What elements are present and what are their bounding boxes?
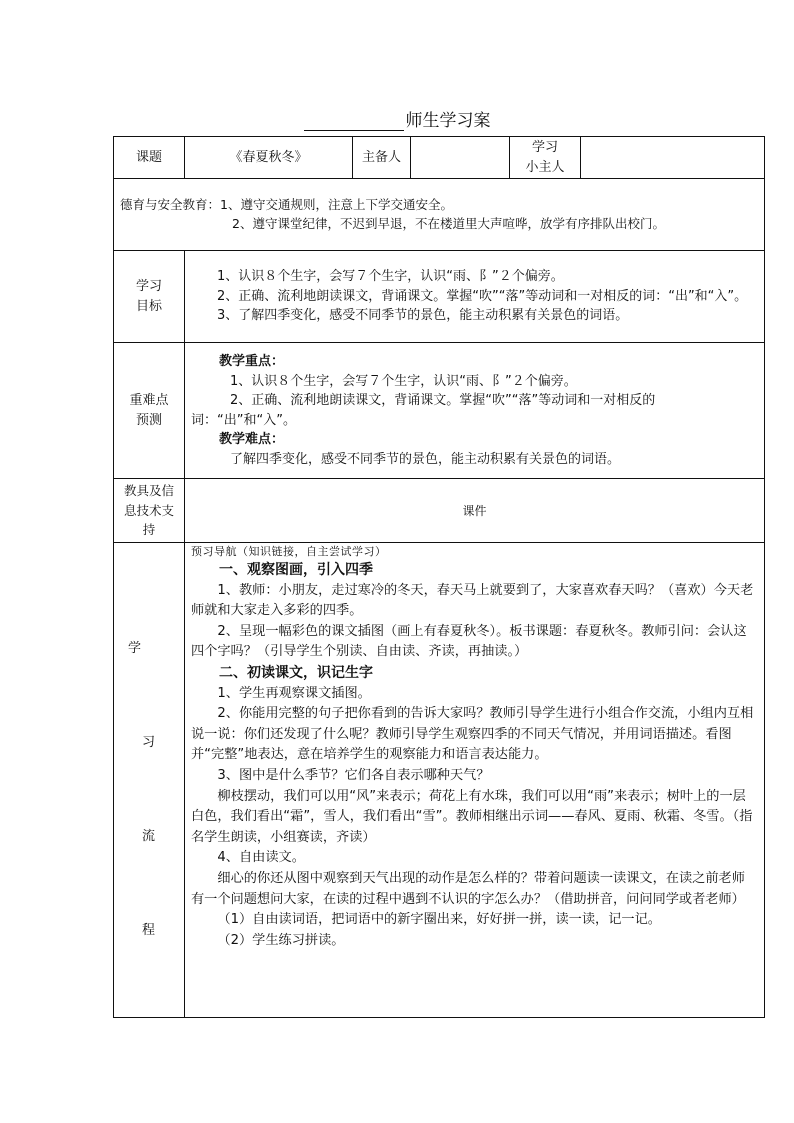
goals-cell [185, 251, 765, 343]
key-label [114, 343, 185, 479]
tools-row [114, 479, 765, 543]
key-heading: 教学重点： [219, 354, 285, 369]
flow-paragraph: 2、你能用完整的句子把你看到的告诉大家吗？教师引导学生进行小组合作交流，小组内互相说一说：你们还发现了什么呢？教师引导学生观察四季的不同天气情况，并用词语描述。看图并“完整”地表达，意在培养学生的观察能力和语言表达能力。 [191, 706, 754, 763]
tools-label-line2: 息技术支 [123, 502, 174, 518]
tools-label-line3: 持 [142, 522, 156, 538]
section-heading: 一、观察图画，引入四季 [219, 562, 373, 578]
preview-nav: 预习导航（知识链接，自主尝试学习） [191, 545, 387, 558]
flow-paragraph: 1、学生再观察课文插图。 [217, 685, 371, 701]
goals-label-line2: 目标 [135, 298, 162, 314]
flow-label-char: 学 [128, 641, 142, 656]
key-item: 1、认识８个生字，会写７个生字，认识“雨、阝”２个偏旁。 [230, 373, 577, 389]
tools-label [114, 479, 185, 543]
flow-paragraph: （2）学生练习拼读。 [217, 932, 345, 948]
flow-row [114, 543, 765, 1018]
host-value [581, 137, 765, 179]
host-label-line1: 学习 [532, 140, 559, 155]
topic-value: 《春夏秋冬》 [185, 137, 353, 179]
flow-cell [185, 543, 765, 1018]
flow-paragraph: 柳枝摆动，我们可以用“风”来表示；荷花上有水珠，我们可以用“雨”来表示；树叶上的一层白色，我们看出“霜”，雪人，我们看出“雪”。教师相继出示词——春风、夏雨、秋霜、冬雪。（指名学生朗读，小组赛读，齐读） [191, 788, 753, 845]
flow-label-char: 程 [142, 923, 156, 938]
moral-cell [114, 179, 765, 251]
flow-label [114, 543, 185, 1018]
tools-value: 课件 [185, 479, 765, 543]
difficulty-item: 了解四季变化，感受不同季节的景色，能主动积累有关景色的词语。 [230, 451, 621, 467]
key-cell [185, 343, 765, 479]
goal-item: 3、了解四季变化，感受不同季节的景色，能主动积累有关景色的词语。 [217, 308, 629, 324]
lesson-plan-table [113, 136, 765, 1018]
flow-paragraph: 1、教师：小朋友，走过寒冷的冬天，春天马上就要到了，大家喜欢春天吗？（喜欢）今天老师就和大家走入多彩的四季。 [191, 582, 754, 619]
goals-row [114, 251, 765, 343]
tools-label-line1: 教具及信 [123, 483, 174, 499]
header-row [114, 137, 765, 179]
flow-paragraph: 细心的你还从图中观察到天气出现的动作是怎么样的？带着问题读一读课文，在读之前老师有一个问题想问大家，在读的过程中遇到不认识的字怎么办？（借助拼音，问问同学或者老师） [191, 870, 745, 907]
page-title [0, 106, 794, 131]
key-row [114, 343, 765, 479]
flow-label-char: 流 [142, 829, 156, 844]
flow-paragraph: 3、图中是什么季节？它们各自表示哪种天气？ [217, 767, 490, 783]
key-label-line2: 预测 [135, 412, 162, 428]
moral-line1: 德育与安全教育：1、遵守交通规则，注意上下学交通安全。 [120, 196, 453, 212]
goals-label [114, 251, 185, 343]
flow-paragraph: 4、自由读文。 [217, 850, 305, 866]
moral-row [114, 179, 765, 251]
goals-label-line1: 学习 [135, 279, 162, 294]
title-blank-line [304, 112, 404, 131]
flow-label-char: 习 [142, 735, 156, 750]
flow-paragraph: （1）自由读词语，把词语中的新字圈出来，好好拼一拼，读一读，记一记。 [217, 912, 661, 928]
difficulty-heading: 教学难点： [219, 432, 285, 447]
preparer-value [411, 137, 510, 179]
topic-label: 课题 [114, 137, 185, 179]
key-item: 2、正确、流利地朗读课文，背诵课文。掌握“吹”“落”等动词和一对相反的词：“出”和“入”。 [191, 393, 656, 428]
key-label-line1: 重难点 [129, 393, 169, 408]
flow-paragraph: 2、呈现一幅彩色的课文插图（画上有春夏秋冬）。板书课题：春夏秋冬。教师引问：会认这四个字吗？（引导学生个别读、自由读、齐读，再抽读。） [191, 623, 747, 660]
host-label [510, 137, 581, 179]
section-heading: 二、初读课文，识记生字 [219, 664, 373, 681]
goal-item: 2、正确、流利地朗读课文，背诵课文。掌握“吹”“落”等动词和一对相反的词：“出”和“入”。 [217, 288, 748, 304]
host-label-line2: 小主人 [525, 159, 565, 175]
title-text: 师生学习案 [405, 111, 491, 131]
goal-item: 1、认识８个生字，会写７个生字，认识“雨、阝”２个偏旁。 [217, 269, 564, 285]
preparer-label: 主备人 [353, 137, 411, 179]
moral-line2: 2、遵守课堂纪律，不迟到早退，不在楼道里大声喧哗，放学有序排队出校门。 [232, 215, 665, 231]
